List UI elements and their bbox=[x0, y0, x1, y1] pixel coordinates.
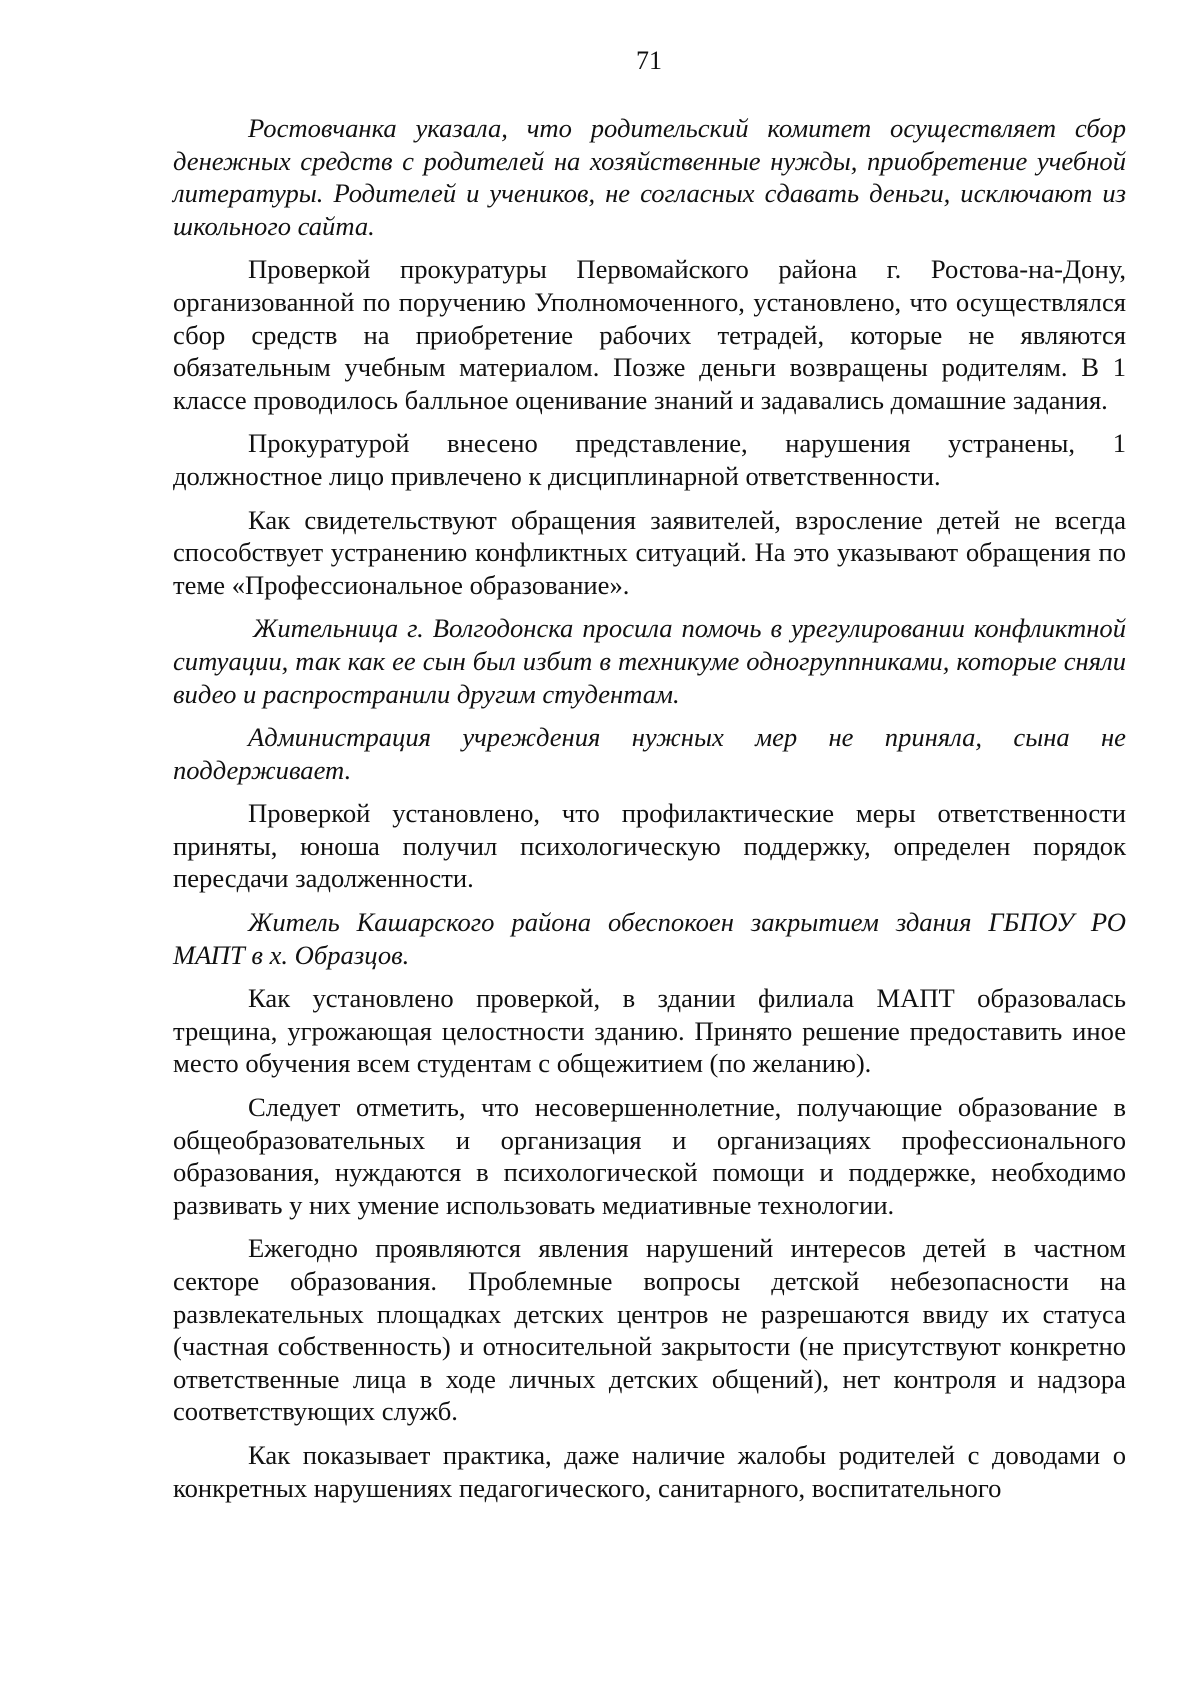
page-number: 71 bbox=[636, 46, 662, 75]
paragraph: Как показывает практика, даже наличие жалобы родителей с доводами о конкретных нарушениях педагогического, санитарного, воспитательного bbox=[173, 1439, 1126, 1503]
paragraph: Как свидетельствуют обращения заявителей, взросление детей не всегда способствует устранению конфликтных ситуаций. На это указывают обращения по теме «Профессиональное образование». bbox=[173, 504, 1126, 600]
paragraph-quote: Ростовчанка указала, что родительский комитет осуществляет сбор денежных средств с родителей на хозяйственные нужды, приобретение учебной литературы. Родителей и учеников, не согласных сдавать деньги, исключают из школьного сайта. bbox=[173, 113, 1126, 241]
paragraph-quote: Жительница г. Волгодонска просила помочь в урегулировании конфликтной ситуации, так как ее сын был избит в техникуме одногруппниками, которые сняли видео и распространили другим студентам. bbox=[173, 613, 1126, 709]
paragraph: Следует отметить, что несовершеннолетние, получающие образование в общеобразовательных и организация и организациях профессионального образования, нуждаются в психологической помощи и поддержке, необходимо развивать у них умение использовать медиативные технологии. bbox=[173, 1092, 1126, 1220]
paragraph-quote: Житель Кашарского района обеспокоен закрытием здания ГБПОУ РО МАПТ в х. Образцов. bbox=[173, 907, 1126, 970]
paragraph: Как установлено проверкой, в здании филиала МАПТ образовалась трещина, угрожающая целостности зданию. Принято решение предоставить иное место обучения всем студентам с общежитием (по желанию). bbox=[173, 983, 1126, 1079]
paragraph: Ежегодно проявляются явления нарушений интересов детей в частном секторе образования. Проблемные вопросы детской небезопасности на развлекательных площадках детских центров не разрешаются ввиду их статуса (частная собственность) и относительной закрытости (не присутствуют конкретно ответственные лица в ходе личных детских общений), нет контроля и надзора соответствующих служб. bbox=[173, 1233, 1126, 1427]
document-body bbox=[173, 112, 1126, 1515]
paragraph: Прокуратурой внесено представление, нарушения устранены, 1 должностное лицо привлечено к дисциплинарной ответственности. bbox=[173, 428, 1126, 491]
paragraph: Проверкой прокуратуры Первомайского района г. Ростова-на-Дону, организованной по поручению Уполномоченного, установлено, что осуществлялся сбор средств на приобретение рабочих тетрадей, которые не являются обязательным учебным материалом. Позже деньги возвращены родителям. В 1 классе проводилось балльное оценивание знаний и задавались домашние задания. bbox=[173, 254, 1126, 415]
paragraph-quote: Администрация учреждения нужных мер не приняла, сына не поддерживает. bbox=[173, 722, 1126, 785]
paragraph: Проверкой установлено, что профилактические меры ответственности приняты, юноша получил психологическую поддержку, определен порядок пересдачи задолженности. bbox=[173, 798, 1126, 894]
